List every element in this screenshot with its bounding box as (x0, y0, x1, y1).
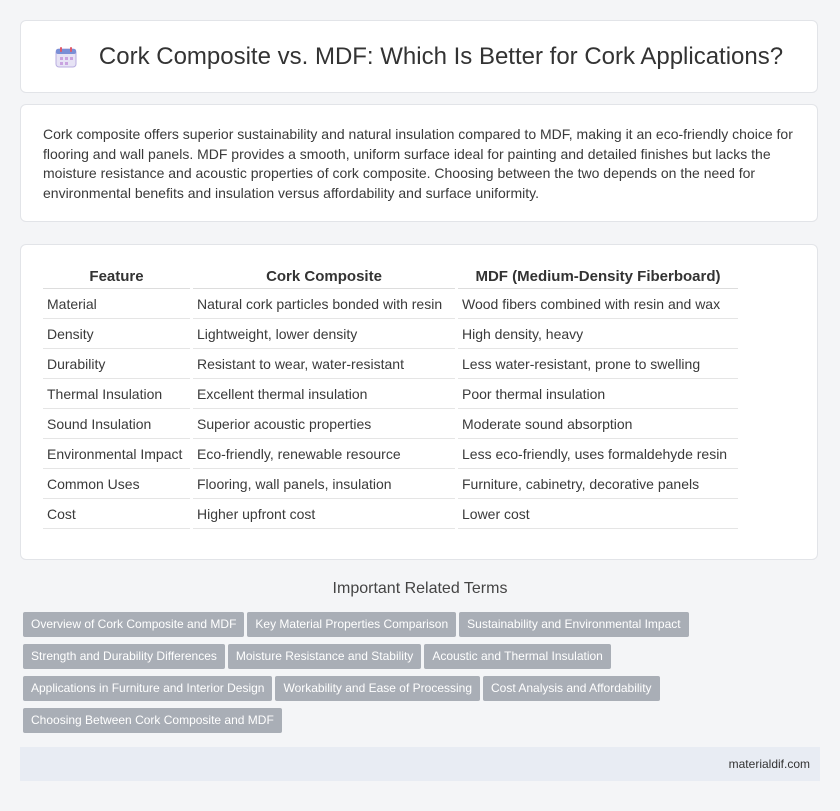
related-term-tag[interactable]: Workability and Ease of Processing (275, 676, 480, 701)
related-term-tag[interactable]: Applications in Furniture and Interior Design (23, 676, 272, 701)
table-row (43, 469, 738, 499)
footer-site[interactable]: materialdif.com (728, 757, 810, 771)
related-term-tag[interactable]: Overview of Cork Composite and MDF (23, 612, 244, 637)
table-row (43, 319, 738, 349)
table-row (43, 499, 738, 529)
mdf-cell: Wood fibers combined with resin and wax (458, 289, 738, 319)
table-row (43, 289, 738, 319)
cork-cell: Higher upfront cost (193, 499, 455, 529)
cork-cell: Resistant to wear, water-resistant (193, 349, 455, 379)
feature-cell: Thermal Insulation (43, 379, 190, 409)
related-term-tag[interactable]: Choosing Between Cork Composite and MDF (23, 708, 282, 733)
comparison-table (40, 267, 741, 529)
intro-text: Cork composite offers superior sustainability and natural insulation compared to MDF, making it an eco-friendly choice for flooring and wall panels. MDF provides a smooth, uniform surface ideal for painting and detailed finishes but lacks the moisture resistance and acoustic properties of cork composite. Choosing between the two depends on the need for environmental benefits and insulation versus affordability and surface uniformity. (43, 126, 793, 201)
mdf-cell: High density, heavy (458, 319, 738, 349)
column-header-cork: Cork Composite (193, 267, 455, 289)
feature-cell: Material (43, 289, 190, 319)
title-card (20, 20, 818, 93)
related-terms-list (23, 612, 803, 740)
mdf-cell: Furniture, cabinetry, decorative panels (458, 469, 738, 499)
cork-cell: Flooring, wall panels, insulation (193, 469, 455, 499)
table-row (43, 409, 738, 439)
related-term-tag[interactable]: Moisture Resistance and Stability (228, 644, 421, 669)
mdf-cell: Poor thermal insulation (458, 379, 738, 409)
mdf-cell: Lower cost (458, 499, 738, 529)
table-header-row (43, 267, 738, 289)
feature-cell: Sound Insulation (43, 409, 190, 439)
related-term-tag[interactable]: Cost Analysis and Affordability (483, 676, 660, 701)
comparison-card (20, 244, 818, 560)
related-term-tag[interactable]: Sustainability and Environmental Impact (459, 612, 688, 637)
column-header-feature: Feature (43, 267, 190, 289)
column-header-mdf: MDF (Medium-Density Fiberboard) (458, 267, 738, 289)
related-term-tag[interactable]: Key Material Properties Comparison (247, 612, 456, 637)
related-term-tag[interactable]: Acoustic and Thermal Insulation (424, 644, 611, 669)
cork-cell: Natural cork particles bonded with resin (193, 289, 455, 319)
calendar-icon (55, 46, 77, 68)
mdf-cell: Moderate sound absorption (458, 409, 738, 439)
cork-cell: Excellent thermal insulation (193, 379, 455, 409)
table-row (43, 379, 738, 409)
cork-cell: Lightweight, lower density (193, 319, 455, 349)
cork-cell: Eco-friendly, renewable resource (193, 439, 455, 469)
related-terms-title: Important Related Terms (332, 580, 508, 597)
table-row (43, 439, 738, 469)
intro-card (20, 104, 818, 222)
feature-cell: Density (43, 319, 190, 349)
mdf-cell: Less eco-friendly, uses formaldehyde resin (458, 439, 738, 469)
footer (20, 747, 820, 781)
table-row (43, 349, 738, 379)
related-term-tag[interactable]: Strength and Durability Differences (23, 644, 225, 669)
page-title: Cork Composite vs. MDF: Which Is Better for Cork Applications? (98, 42, 784, 70)
cork-cell: Superior acoustic properties (193, 409, 455, 439)
feature-cell: Environmental Impact (43, 439, 190, 469)
mdf-cell: Less water-resistant, prone to swelling (458, 349, 738, 379)
feature-cell: Common Uses (43, 469, 190, 499)
feature-cell: Durability (43, 349, 190, 379)
feature-cell: Cost (43, 499, 190, 529)
